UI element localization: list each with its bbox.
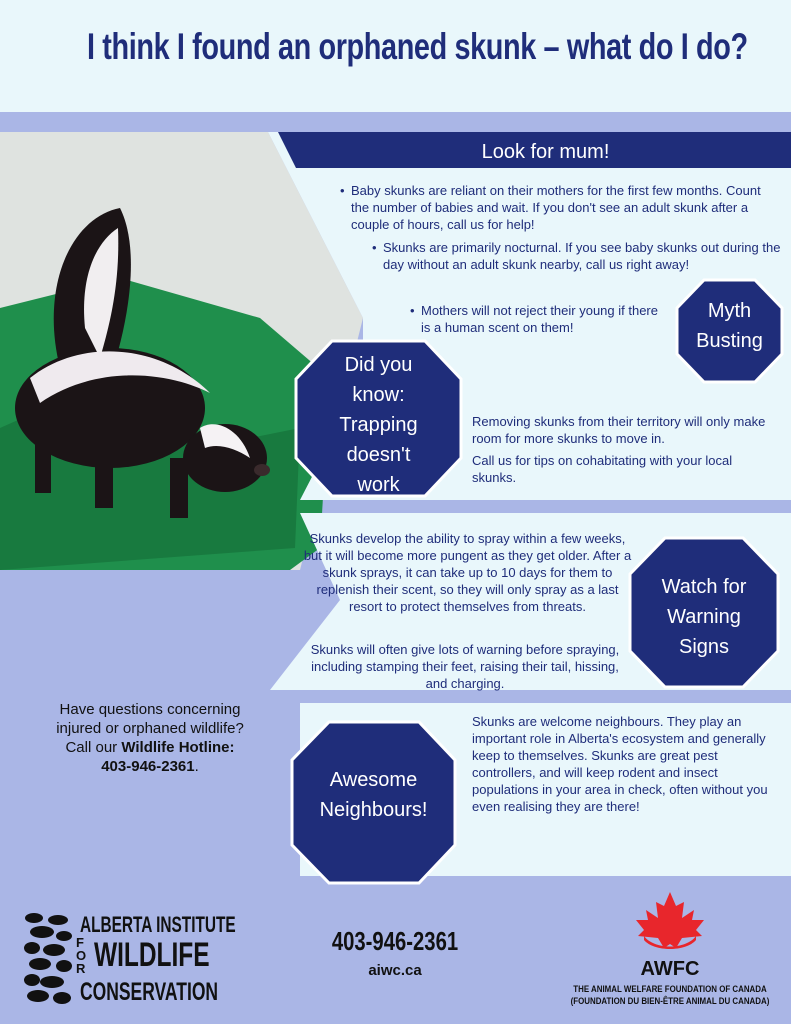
mum-bullet-2-text: Skunks are primarily nocturnal. If you see baby skunks out during the day without an adult skunk nearby, call us right away! bbox=[383, 240, 781, 272]
myth-busting-label bbox=[677, 296, 782, 356]
myth-line-1: Myth bbox=[707, 300, 752, 322]
bullet-dot-3: • bbox=[410, 303, 415, 318]
myth-line-2: Busting bbox=[696, 330, 763, 352]
footer-website: aiwc.ca bbox=[368, 962, 422, 979]
neighbours-label bbox=[292, 765, 455, 825]
page-title: I think I found an orphaned skunk – what do I do? bbox=[87, 26, 748, 67]
hotline-line-4 bbox=[15, 757, 285, 776]
dyk-line-3: Trapping bbox=[339, 414, 418, 436]
dyk-line-5: work bbox=[357, 474, 400, 496]
look-for-mum-heading: Look for mum! bbox=[481, 141, 610, 163]
aiwc-line-3: CONSERVATION bbox=[80, 978, 219, 1006]
dyk-line-4: doesn't bbox=[346, 444, 411, 466]
mum-bullet-1-text: Baby skunks are reliant on their mothers for the first few months. Count the number of babies and wait. If you don't see an adult skunk after a couple of hours, call us for help! bbox=[351, 183, 761, 232]
mum-bullet-1 bbox=[340, 182, 780, 233]
warn-line-1: Watch for bbox=[661, 576, 747, 598]
hotline-line-2: injured or orphaned wildlife? bbox=[56, 720, 244, 737]
dyk-line-2: know: bbox=[352, 384, 405, 406]
awfc-abbr: AWFC bbox=[640, 958, 700, 980]
mum-bullet-3 bbox=[410, 302, 670, 336]
did-you-know-text-1: Removing skunks from their territory will only make room for more skunks to move in. bbox=[472, 414, 766, 446]
aiwc-animals-icon bbox=[22, 910, 74, 1006]
warning-text-2: Skunks will often give lots of warning before spraying, including stamping their feet, raising their tail, hissing, and charging. bbox=[310, 642, 620, 691]
footer-phone: 403-946-2361 bbox=[331, 926, 459, 956]
warn-line-3: Signs bbox=[678, 636, 730, 658]
warn-line-2: Warning bbox=[667, 606, 741, 628]
hotline-block bbox=[15, 700, 285, 776]
did-you-know-text-2: Call us for tips on cohabitating with your local skunks. bbox=[472, 453, 733, 485]
hotline-prefix: Call our bbox=[65, 739, 122, 756]
bullet-dot-2: • bbox=[372, 240, 377, 255]
did-you-know-label bbox=[296, 350, 461, 500]
mum-bullet-2 bbox=[372, 239, 782, 273]
neigh-line-2: Neighbours! bbox=[319, 799, 428, 821]
hotline-suffix: . bbox=[194, 758, 199, 775]
warning-label bbox=[630, 572, 778, 662]
hotline-bold: Wildlife Hotline: bbox=[121, 739, 235, 756]
dyk-line-1: Did you bbox=[344, 354, 413, 376]
bullet-dot-1: • bbox=[340, 183, 345, 198]
neigh-line-1: Awesome bbox=[329, 769, 418, 791]
awfc-english: THE ANIMAL WELFARE FOUNDATION OF CANADA bbox=[573, 984, 767, 994]
awfc-french: (FOUNDATION DU BIEN-ÊTRE ANIMAL DU CANADA) bbox=[570, 996, 770, 1006]
neighbours-text: Skunks are welcome neighbours. They play an important role in Alberta's ecosystem and generally keep to themselves. Skunks are great pest controllers, and will keep rodent and insect populations in your area in check, often without you even realising they are there! bbox=[472, 714, 768, 814]
warning-text-1: Skunks develop the ability to spray within a few weeks, but it will become more pungent as they get older. After a skunk sprays, it can take up to 10 days for them to replenish their scent, so they will only spray as a last resort to protect themselves from threats. bbox=[303, 531, 632, 614]
maple-leaf-icon bbox=[630, 890, 710, 952]
hotline-phone: 403-946-2361 bbox=[101, 758, 195, 775]
aiwc-line-2: WILDLIFE bbox=[94, 936, 210, 974]
mum-bullet-3-text: Mothers will not reject their young if there is a human scent on them! bbox=[421, 303, 658, 335]
hotline-line-1: Have questions concerning bbox=[59, 701, 241, 718]
hotline-line-3 bbox=[15, 738, 285, 757]
aiwc-for: FOR bbox=[76, 935, 87, 976]
aiwc-line-1: ALBERTA INSTITUTE bbox=[80, 912, 236, 937]
